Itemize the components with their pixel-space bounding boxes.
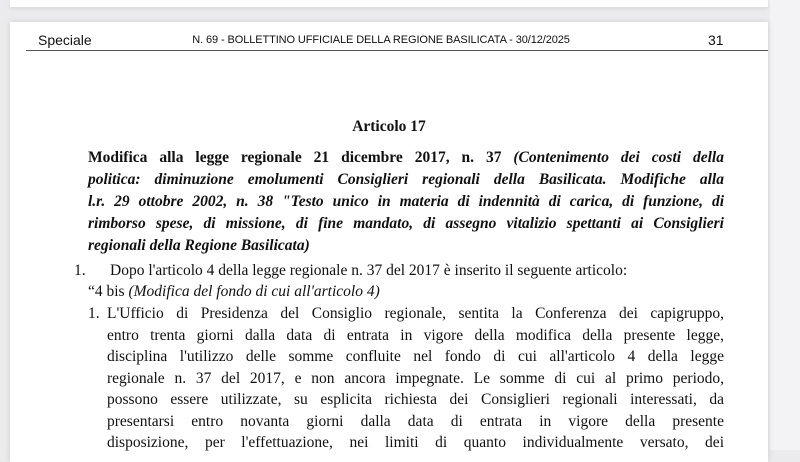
sub-item-number: 1.	[88, 305, 100, 322]
sub-item-line: regionale n. 37 del 2017, e non ancora impegnate. Le somme di cui al primo periodo,	[107, 370, 724, 387]
header-rule	[26, 50, 768, 51]
sub-item-line: entro trenta giorni dalla data di entrata in vigore della modifica della presente legge,	[107, 327, 724, 344]
viewer-edge	[770, 0, 800, 450]
heading-line: regionali della Regione Basilicata)	[88, 237, 310, 254]
sub-item-line: disposizione, per l'effettuazione, nei limiti di quanto individualmente versato, dei	[107, 434, 724, 451]
article-title: Articolo 17	[352, 118, 426, 135]
heading-line: rimborso spese, di missione, di fine mandato, di assegno vitalizio spettanti ai Consiglieri	[88, 215, 724, 232]
item-number: 1.	[74, 262, 86, 279]
sub-item-line: L'Ufficio di Presidenza del Consiglio regionale, sentita la Conferenza dei capigruppo,	[107, 305, 724, 322]
header-page-number: 31	[708, 32, 724, 48]
sub-item-line: disciplina l'utilizzo delle somme confluite nel fondo di cui all'articolo 4 della legge	[107, 348, 724, 365]
header-section: Speciale	[38, 32, 92, 48]
page-header	[10, 32, 768, 50]
header-bulletin: N. 69 - BOLLETTINO UFFICIALE DELLA REGIONE BASILICATA - 30/12/2025	[192, 34, 570, 46]
document-page	[10, 22, 768, 462]
heading-line: Modifica alla legge regionale 21 dicembre 2017, n. 37 (Contenimento dei costi della	[88, 149, 724, 166]
item-text: Dopo l'articolo 4 della legge regionale n. 37 del 2017 è inserito il seguente articolo:	[110, 262, 628, 279]
new-article-heading: “4 bis (Modifica del fondo di cui all'articolo 4)	[88, 283, 380, 300]
heading-line: l.r. 29 ottobre 2002, n. 38 "Testo unico in materia di indennità di carica, di funzione, di	[88, 193, 724, 210]
sub-item-line: presentarsi entro novanta giorni dalla data di entrata in vigore della presente	[107, 413, 724, 430]
sub-item-line: possono essere utilizzate, su esplicita richiesta dei Consiglieri regionali interessati, da	[107, 391, 724, 408]
previous-page-edge	[10, 0, 768, 7]
heading-line: politica: diminuzione emolumenti Consiglieri regionali della Basilicata. Modifiche alla	[88, 171, 724, 188]
